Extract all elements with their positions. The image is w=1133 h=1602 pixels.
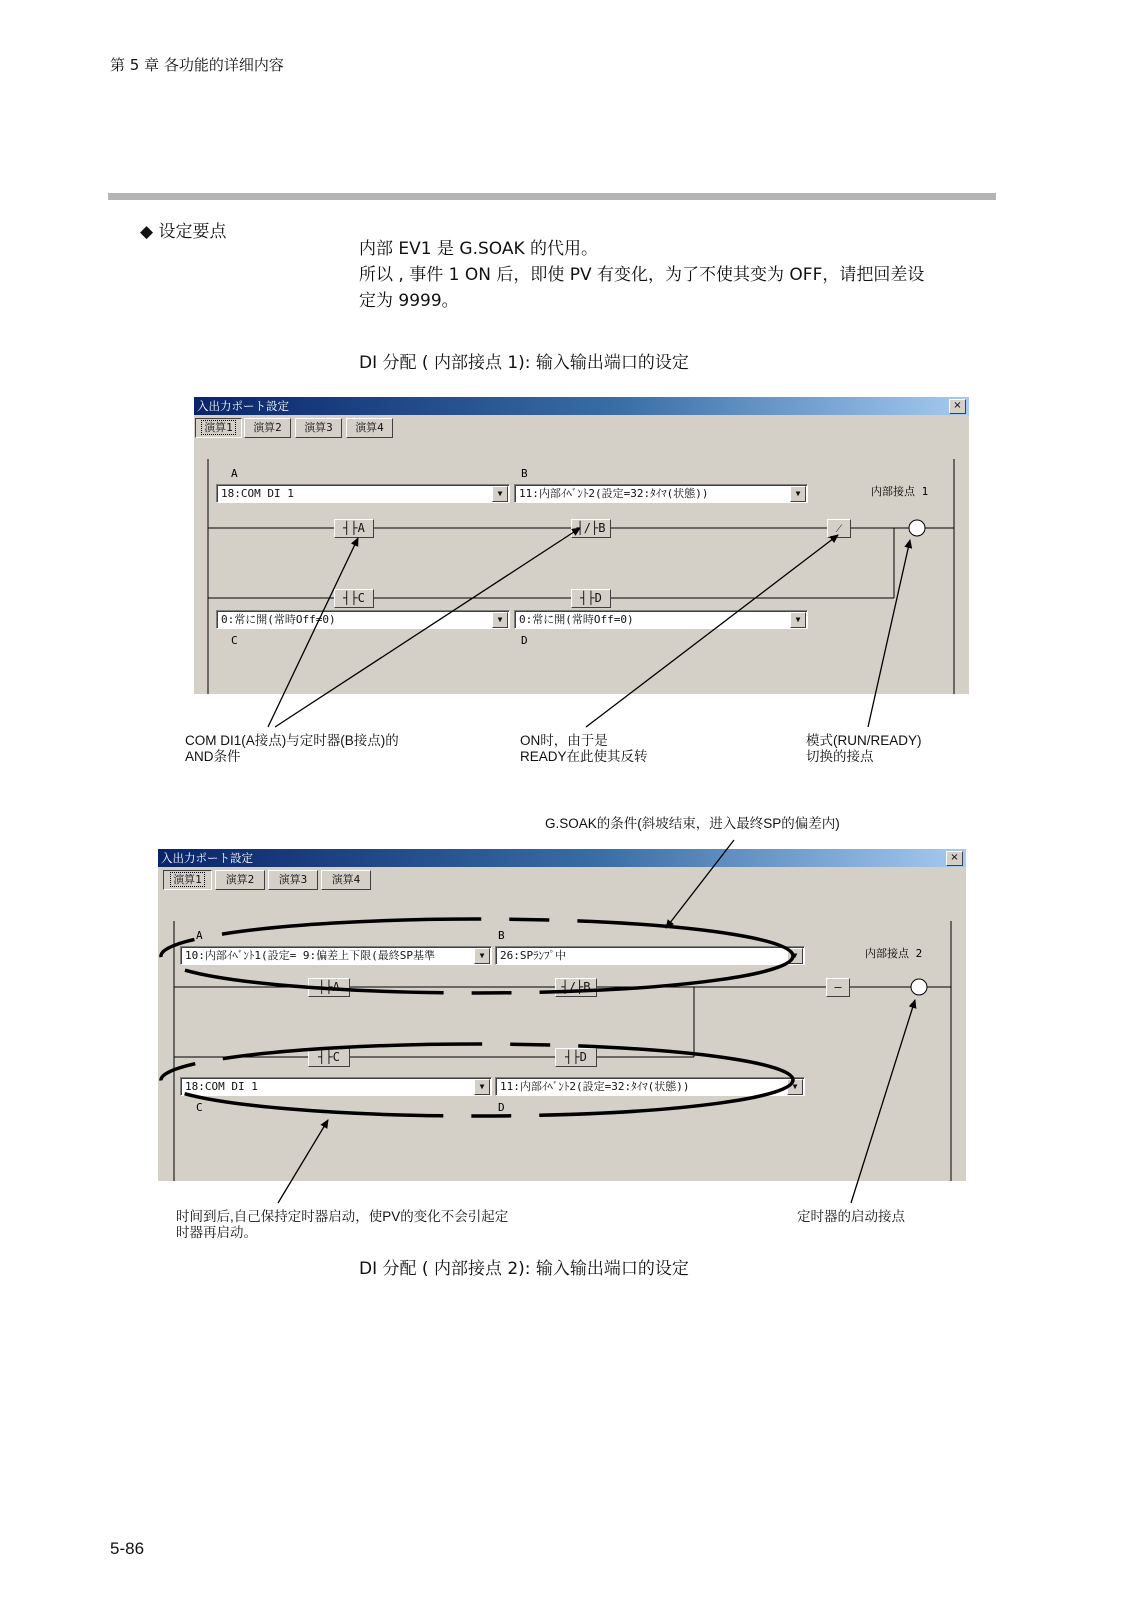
figure1-combo-c[interactable]: 0:常に開(常時Off=0) ▼ [216, 610, 510, 629]
dropdown-arrow-icon[interactable]: ▼ [474, 948, 490, 964]
intro-line-1: 内部 EV1 是 G.SOAK 的代用。 [359, 239, 599, 259]
figure1-contact-a[interactable]: ┤├A [334, 519, 374, 538]
dropdown-arrow-icon[interactable]: ▼ [790, 486, 806, 502]
dropdown-arrow-icon[interactable]: ▼ [474, 1079, 490, 1095]
dropdown-arrow-icon[interactable]: ▼ [787, 1079, 803, 1095]
intro-line-3: 定为 9999。 [359, 291, 459, 311]
intro-line-2: 所以 , 事件 1 ON 后，即使 PV 有变化，为了不使其变为 OFF，请把回差设 [359, 265, 925, 285]
figure2-close-button[interactable]: × [946, 851, 963, 866]
figure2-label-b: B [498, 929, 505, 942]
figure1-tab-3[interactable]: 演算3 [295, 418, 342, 438]
figure2-tab-3[interactable]: 演算3 [268, 870, 318, 890]
figure2-window-title: 入出力ポート設定 [161, 851, 253, 865]
figure1-label-c: C [231, 634, 238, 647]
figure2-contact-mode[interactable]: — [826, 978, 850, 997]
figure1-caption: DI 分配 ( 内部接点 1): 输入输出端口的设定 [359, 353, 689, 373]
dropdown-arrow-icon[interactable]: ▼ [790, 612, 806, 628]
figure1-output-label: 内部接点 1 [871, 485, 929, 498]
figure1-window-title: 入出力ポート設定 [197, 399, 289, 413]
figure2-contact-d[interactable]: ┤├D [555, 1048, 597, 1067]
figure2-combo-b[interactable]: 26:SPﾗﾝﾌﾟ中 ▼ [495, 946, 805, 965]
figure1-label-a: A [231, 467, 238, 480]
figure2-contact-b[interactable]: ┤/├B [555, 978, 597, 997]
figure1-annotation-mid: ON时，由于是 READY在此使其反转 [520, 733, 648, 764]
figure1-contact-d[interactable]: ┤├D [571, 589, 611, 608]
chapter-header: 第 5 章 各功能的详细内容 [110, 56, 284, 74]
figure1-tab-2[interactable]: 演算2 [244, 418, 291, 438]
figure2-contact-a[interactable]: ┤├A [308, 978, 350, 997]
figure2-caption: DI 分配 ( 内部接点 2): 输入输出端口的设定 [359, 1259, 689, 1279]
figure2-combo-d[interactable]: 11:内部ｲﾍﾞﾝﾄ2(設定=32:ﾀｲﾏ(状態)) ▼ [495, 1077, 805, 1096]
figure1-contact-mode[interactable]: ⁄ [827, 519, 851, 538]
figure2-label-c: C [196, 1101, 203, 1114]
figure1-contact-c[interactable]: ┤├C [334, 589, 374, 608]
figure1-close-button[interactable]: × [949, 399, 966, 414]
figure1-tab-4[interactable]: 演算4 [346, 418, 393, 438]
section-title: ◆ 设定要点 [140, 222, 227, 242]
figure2-output-label: 内部接点 2 [865, 947, 923, 960]
figure1-tab-1[interactable]: 演算1 [195, 418, 242, 438]
dropdown-arrow-icon[interactable]: ▼ [787, 948, 803, 964]
figure2-annotation-left: 时间到后,自己保持定时器启动，使PV的变化不会引起定 时器再启动。 [176, 1209, 509, 1240]
figure2-top-annotation: G.SOAK的条件(斜坡结束，进入最终SP的偏差内) [545, 816, 840, 831]
figure1-combo-b[interactable]: 11:内部ｲﾍﾞﾝﾄ2(設定=32:ﾀｲﾏ(状態)) ▼ [514, 484, 808, 503]
figure2-annotation-right: 定时器的启动接点 [797, 1209, 905, 1224]
figure1-contact-b[interactable]: ┤/├B [571, 519, 611, 538]
dropdown-arrow-icon[interactable]: ▼ [492, 486, 508, 502]
dropdown-arrow-icon[interactable]: ▼ [492, 612, 508, 628]
figure2-tab-1[interactable]: 演算1 [163, 870, 212, 890]
figure1-combo-d[interactable]: 0:常に開(常時Off=0) ▼ [514, 610, 808, 629]
figure2-label-d: D [498, 1101, 505, 1114]
figure2-combo-a[interactable]: 10:内部ｲﾍﾞﾝﾄ1(設定= 9:偏差上下限(最終SP基準 ▼ [180, 946, 492, 965]
figure2-combo-c[interactable]: 18:COM DI 1 ▼ [180, 1077, 492, 1096]
figure2-tab-4[interactable]: 演算4 [321, 870, 371, 890]
figure2-tab-2[interactable]: 演算2 [215, 870, 265, 890]
figure1-label-d: D [521, 634, 528, 647]
figure1-annotation-left: COM DI1(A接点)与定时器(B接点)的 AND条件 [185, 733, 399, 764]
figure1-combo-a[interactable]: 18:COM DI 1 ▼ [216, 484, 510, 503]
figure1-label-b: B [521, 467, 528, 480]
figure2-label-a: A [196, 929, 203, 942]
figure2-contact-c[interactable]: ┤├C [308, 1048, 350, 1067]
figure1-annotation-right: 模式(RUN/READY) 切换的接点 [806, 733, 922, 764]
page-number: 5-86 [110, 1539, 145, 1558]
